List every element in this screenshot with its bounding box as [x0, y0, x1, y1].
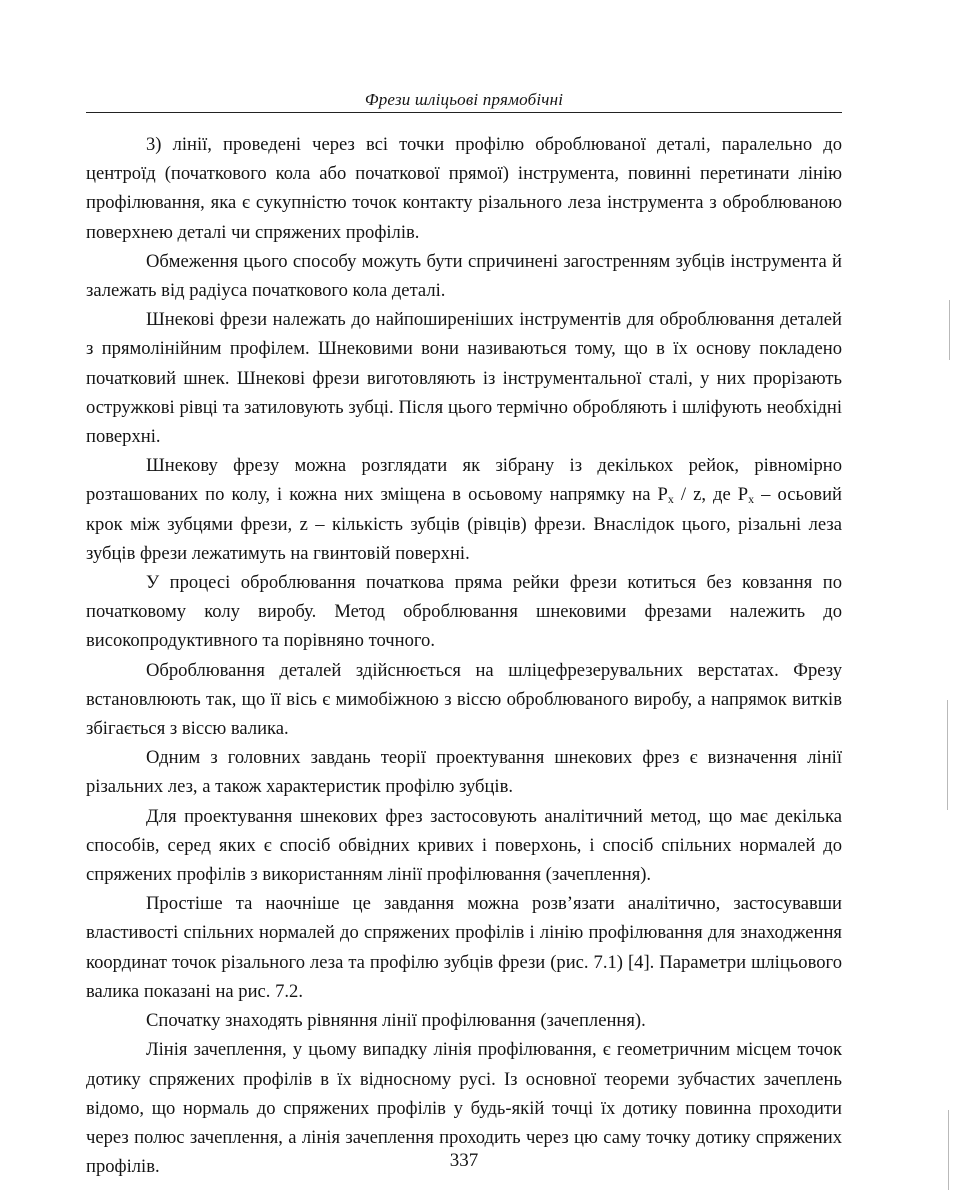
paragraph-5: У процесі оброблювання початкова пряма рейки фрези котиться без ковзання по початковому колу виробу. Метод оброблювання шнековими фрезами належить до високопродуктивного та порівняно точного.	[86, 572, 842, 652]
paragraph-10: Спочатку знаходять рівняння лінії профілювання (зачеплення).	[146, 1010, 646, 1032]
paragraph-2: Обмеження цього способу можуть бути спричинені загостренням зубців інструмента й залежать від радіуса початкового кола деталі.	[86, 250, 842, 302]
paragraph-8: Для проектування шнекових фрез застосовують аналітичний метод, що має декілька способів, серед яких є спосіб обвідних кривих і поверхонь, і спосіб спільних нормалей до спряжених профілів з використанням лінії профілювання (зачеплення).	[86, 805, 842, 886]
body-text	[86, 130, 842, 1181]
paragraph-6: Оброблювання деталей здійснюється на шліцефрезерувальних верстатах. Фрезу встановлюють так, що її вісь є мимобіжною з віссю оброблюваного виробу, а напрямок витків збігається з віссю валика.	[86, 659, 842, 740]
paragraph-4: Шнекову фрезу можна розглядати як зібрану із декількох рейок, рівномірно розташованих по колу, і кожна них зміщена в осьовому напрямку на $P_x$ / z, де $P_x$ – осьовий крок між зубцями фрези, z – кількість зубців (рівців) фрези. Внаслідок цього, різальні леза зубців фрези лежатимуть на гвинтовій поверхні.	[86, 455, 842, 564]
running-head-title: Фрези шліцьові прямобічні	[364, 90, 564, 109]
header-rule	[86, 112, 842, 113]
page-number: 337	[449, 1150, 479, 1171]
paragraph-9: Простіше та наочніше це завдання можна розв’язати аналітично, застосувавши властивості спільних нормалей до спряжених профілів і лінію профілювання для знаходження координат точок різального леза та профілю зубців фрези (рис. 7.1) [4]. Параметри шліцьового валика показані на рис. 7.2.	[86, 893, 842, 1002]
scan-edge-mark	[947, 700, 948, 810]
paragraph-3: Шнекові фрези належать до найпоширеніших інструментів для оброблювання деталей з прямолінійним профілем. Шнековими вони називаються тому, що в їх основу покладено початковий шнек. Шнекові фрези виготовляють із інструментальної сталі, у них прорізають остружкові рівці та затиловують зубці. Після цього термічно обробляють і шліфують необхідні поверхні.	[86, 309, 842, 448]
scan-edge-mark	[948, 1110, 949, 1190]
scan-edge-mark	[949, 300, 950, 360]
paragraph-11: Лінія зачеплення, у цьому випадку лінія профілювання, є геометричним місцем точок дотику спряжених профілів в їх відносному русі. Із основної теореми зубчастих зачеплень відомо, що нормаль до спряжених профілів у будь-якій точці їх дотику повинна проходити через полюс зачеплення, а лінія зачеплення проходить через цю саму точку дотику спряжених профілів.	[86, 1039, 842, 1178]
paragraph-7: Одним з головних завдань теорії проектування шнекових фрез є визначення лінії різальних лез, а також характеристик профілю зубців.	[86, 747, 842, 798]
paragraph-1: 3) лінії, проведені через всі точки профілю оброблюваної деталі, паралельно до центроїд (початкового кола або початкової прямої) інструмента, повинні перетинати лінію профілювання, яка є сукупністю точок контакту різального леза інструмента з оброблюваною поверхнею деталі чи спряжених профілів.	[86, 134, 842, 243]
